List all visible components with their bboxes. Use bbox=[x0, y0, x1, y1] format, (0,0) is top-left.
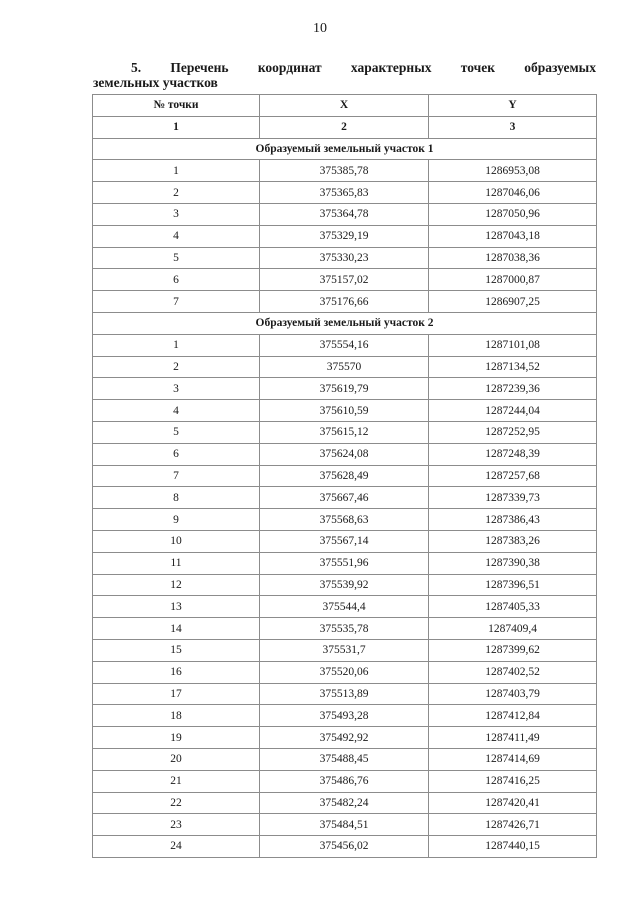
cell-x: 375364,78 bbox=[260, 203, 429, 225]
table-row bbox=[93, 770, 597, 792]
table-header-row bbox=[93, 95, 597, 117]
heading-word: точек bbox=[460, 60, 495, 75]
cell-y: 1287409,4 bbox=[429, 618, 597, 640]
table-row bbox=[93, 509, 597, 531]
table-row bbox=[93, 792, 597, 814]
heading-word: Перечень bbox=[170, 60, 229, 75]
cell-y: 1287440,15 bbox=[429, 836, 597, 858]
heading-line-1 bbox=[93, 60, 596, 75]
cell-y: 1287383,26 bbox=[429, 530, 597, 552]
cell-y: 1287414,69 bbox=[429, 748, 597, 770]
coordinates-table bbox=[92, 94, 597, 858]
cell-point-number: 7 bbox=[93, 291, 260, 313]
cell-point-number: 20 bbox=[93, 748, 260, 770]
table-row bbox=[93, 574, 597, 596]
table-row bbox=[93, 291, 597, 313]
table-row bbox=[93, 748, 597, 770]
cell-point-number: 6 bbox=[93, 269, 260, 291]
table-row bbox=[93, 814, 597, 836]
cell-point-number: 9 bbox=[93, 509, 260, 531]
section-title-row bbox=[93, 312, 597, 334]
cell-x: 375492,92 bbox=[260, 727, 429, 749]
table-row bbox=[93, 552, 597, 574]
cell-point-number: 1 bbox=[93, 160, 260, 182]
column-number: 1 bbox=[93, 116, 260, 138]
cell-point-number: 4 bbox=[93, 400, 260, 422]
heading-word: 5. bbox=[131, 60, 142, 75]
cell-y: 1287412,84 bbox=[429, 705, 597, 727]
cell-y: 1287038,36 bbox=[429, 247, 597, 269]
cell-point-number: 12 bbox=[93, 574, 260, 596]
cell-y: 1287396,51 bbox=[429, 574, 597, 596]
cell-point-number: 16 bbox=[93, 661, 260, 683]
cell-point-number: 5 bbox=[93, 421, 260, 443]
section-title: Образуемый земельный участок 1 bbox=[93, 138, 597, 160]
cell-x: 375488,45 bbox=[260, 748, 429, 770]
cell-y: 1287043,18 bbox=[429, 225, 597, 247]
cell-x: 375176,66 bbox=[260, 291, 429, 313]
cell-x: 375610,59 bbox=[260, 400, 429, 422]
table-row bbox=[93, 356, 597, 378]
cell-y: 1287386,43 bbox=[429, 509, 597, 531]
header-point-number: № точки bbox=[93, 95, 260, 117]
heading-word: образуемых bbox=[524, 60, 596, 75]
cell-y: 1287244,04 bbox=[429, 400, 597, 422]
cell-y: 1286907,25 bbox=[429, 291, 597, 313]
table-row bbox=[93, 203, 597, 225]
cell-y: 1286953,08 bbox=[429, 160, 597, 182]
cell-y: 1287248,39 bbox=[429, 443, 597, 465]
header-y: Y bbox=[429, 95, 597, 117]
cell-x: 375531,7 bbox=[260, 639, 429, 661]
cell-x: 375624,08 bbox=[260, 443, 429, 465]
cell-point-number: 2 bbox=[93, 182, 260, 204]
section-heading bbox=[93, 60, 596, 90]
table-row bbox=[93, 400, 597, 422]
table-row bbox=[93, 182, 597, 204]
table-row bbox=[93, 596, 597, 618]
table-row bbox=[93, 836, 597, 858]
cell-point-number: 11 bbox=[93, 552, 260, 574]
table-row bbox=[93, 661, 597, 683]
cell-y: 1287101,08 bbox=[429, 334, 597, 356]
cell-x: 375486,76 bbox=[260, 770, 429, 792]
cell-point-number: 18 bbox=[93, 705, 260, 727]
cell-point-number: 24 bbox=[93, 836, 260, 858]
table-row bbox=[93, 618, 597, 640]
table-row bbox=[93, 160, 597, 182]
table-body bbox=[93, 138, 597, 857]
cell-point-number: 21 bbox=[93, 770, 260, 792]
cell-point-number: 7 bbox=[93, 465, 260, 487]
cell-y: 1287046,06 bbox=[429, 182, 597, 204]
cell-point-number: 2 bbox=[93, 356, 260, 378]
cell-y: 1287339,73 bbox=[429, 487, 597, 509]
column-number: 2 bbox=[260, 116, 429, 138]
header-x: X bbox=[260, 95, 429, 117]
cell-point-number: 22 bbox=[93, 792, 260, 814]
cell-x: 375567,14 bbox=[260, 530, 429, 552]
table-row bbox=[93, 683, 597, 705]
cell-y: 1287390,38 bbox=[429, 552, 597, 574]
cell-x: 375456,02 bbox=[260, 836, 429, 858]
cell-point-number: 8 bbox=[93, 487, 260, 509]
cell-point-number: 6 bbox=[93, 443, 260, 465]
cell-x: 375551,96 bbox=[260, 552, 429, 574]
cell-y: 1287257,68 bbox=[429, 465, 597, 487]
table-row bbox=[93, 465, 597, 487]
cell-y: 1287403,79 bbox=[429, 683, 597, 705]
cell-point-number: 17 bbox=[93, 683, 260, 705]
cell-x: 375330,23 bbox=[260, 247, 429, 269]
table-row bbox=[93, 269, 597, 291]
cell-y: 1287050,96 bbox=[429, 203, 597, 225]
heading-word: характерных bbox=[350, 60, 432, 75]
table-row bbox=[93, 727, 597, 749]
column-number: 3 bbox=[429, 116, 597, 138]
cell-x: 375484,51 bbox=[260, 814, 429, 836]
cell-point-number: 23 bbox=[93, 814, 260, 836]
table-row bbox=[93, 421, 597, 443]
cell-x: 375482,24 bbox=[260, 792, 429, 814]
heading-line-2: земельных участков bbox=[93, 75, 218, 90]
cell-point-number: 19 bbox=[93, 727, 260, 749]
heading-word: координат bbox=[257, 60, 322, 75]
cell-x: 375493,28 bbox=[260, 705, 429, 727]
cell-point-number: 4 bbox=[93, 225, 260, 247]
cell-point-number: 3 bbox=[93, 378, 260, 400]
table-row bbox=[93, 334, 597, 356]
cell-x: 375544,4 bbox=[260, 596, 429, 618]
cell-y: 1287405,33 bbox=[429, 596, 597, 618]
cell-point-number: 3 bbox=[93, 203, 260, 225]
cell-point-number: 14 bbox=[93, 618, 260, 640]
cell-x: 375568,63 bbox=[260, 509, 429, 531]
cell-x: 375667,46 bbox=[260, 487, 429, 509]
cell-y: 1287411,49 bbox=[429, 727, 597, 749]
cell-x: 375157,02 bbox=[260, 269, 429, 291]
section-title: Образуемый земельный участок 2 bbox=[93, 312, 597, 334]
table-row bbox=[93, 378, 597, 400]
cell-point-number: 5 bbox=[93, 247, 260, 269]
table-row bbox=[93, 247, 597, 269]
cell-y: 1287252,95 bbox=[429, 421, 597, 443]
cell-point-number: 15 bbox=[93, 639, 260, 661]
table-row bbox=[93, 530, 597, 552]
cell-y: 1287426,71 bbox=[429, 814, 597, 836]
cell-x: 375535,78 bbox=[260, 618, 429, 640]
cell-x: 375520,06 bbox=[260, 661, 429, 683]
cell-point-number: 1 bbox=[93, 334, 260, 356]
table-row bbox=[93, 705, 597, 727]
cell-x: 375365,83 bbox=[260, 182, 429, 204]
table-row bbox=[93, 639, 597, 661]
table-row bbox=[93, 487, 597, 509]
cell-x: 375539,92 bbox=[260, 574, 429, 596]
column-numbering-row bbox=[93, 116, 597, 138]
cell-x: 375329,19 bbox=[260, 225, 429, 247]
cell-x: 375570 bbox=[260, 356, 429, 378]
cell-x: 375385,78 bbox=[260, 160, 429, 182]
cell-x: 375615,12 bbox=[260, 421, 429, 443]
cell-y: 1287402,52 bbox=[429, 661, 597, 683]
table-row bbox=[93, 225, 597, 247]
table-row bbox=[93, 443, 597, 465]
cell-point-number: 13 bbox=[93, 596, 260, 618]
section-title-row bbox=[93, 138, 597, 160]
cell-x: 375513,89 bbox=[260, 683, 429, 705]
page-number: 10 bbox=[313, 21, 327, 36]
cell-y: 1287134,52 bbox=[429, 356, 597, 378]
cell-x: 375554,16 bbox=[260, 334, 429, 356]
cell-point-number: 10 bbox=[93, 530, 260, 552]
cell-y: 1287420,41 bbox=[429, 792, 597, 814]
cell-x: 375619,79 bbox=[260, 378, 429, 400]
cell-y: 1287000,87 bbox=[429, 269, 597, 291]
cell-y: 1287239,36 bbox=[429, 378, 597, 400]
cell-y: 1287416,25 bbox=[429, 770, 597, 792]
cell-y: 1287399,62 bbox=[429, 639, 597, 661]
cell-x: 375628,49 bbox=[260, 465, 429, 487]
